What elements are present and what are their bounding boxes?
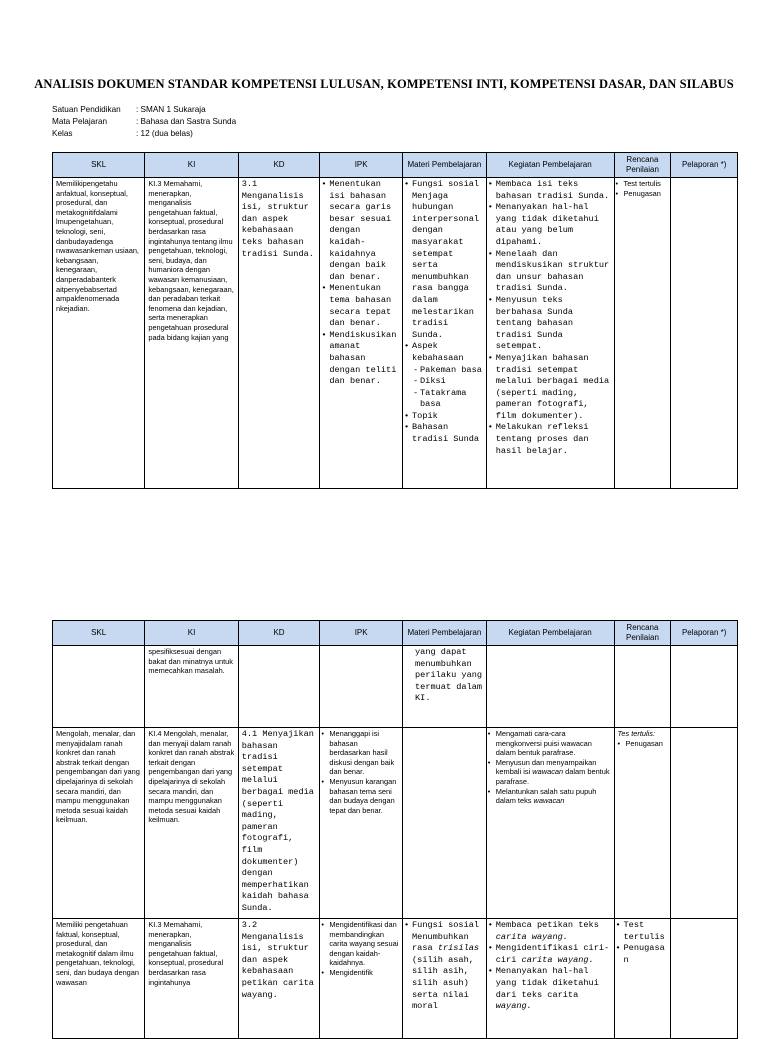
materi-item: • Topik	[412, 411, 483, 423]
cell-ipk	[320, 178, 403, 489]
ipk-item: • Menyusun karangan bahasan tema seni dan budaya dengan tepat dan benar.	[329, 777, 399, 815]
cell-skl: Memilikipengetahu anfaktual, konseptual, prosedural, dan metakognitifdalami lmupengetahuan, teknologi, seni, danbudayadenga nwawasankeman usiaan, kebangsaan, kenegaraan, danperadabanterk aitpenyebabsertad ampakfenomenada nkejadian.	[53, 178, 145, 489]
materi-item-label: Aspek kebahasaan	[412, 341, 464, 363]
header-skl: SKL	[53, 621, 145, 646]
kegiatan-item: • Menyusun teks berbahasa Sunda tentang bahasan tradisi Sunda setempat.	[496, 295, 611, 353]
cell-rencana	[614, 728, 671, 919]
cell-pelaporan	[671, 178, 738, 489]
materi-subitem: - Pakeman basa	[420, 365, 483, 377]
materi-subitem: - Tatakrama basa	[420, 388, 483, 411]
kegiatan-italic: wawacan	[533, 796, 565, 806]
analysis-table-1	[52, 152, 738, 489]
kegiatan-item	[496, 758, 611, 787]
rencana-item: • Test tertulis	[624, 179, 668, 189]
kegiatan-text: Mengidentifikasi ciri-ciri	[495, 943, 610, 965]
cell-skl: Memiliki pengetahuan faktual, konseptual, prosedural, dan metakognitif dalam ilmu pengetahuan, teknologi, seni, dan budaya dengan wawasan	[53, 919, 145, 1039]
ipk-item: • Menentukan isi bahasan secara garis besar sesuai dengan kaidah-kaidahnya dengan baik dan benar.	[329, 179, 399, 283]
info-label: Mata Pelajaran	[52, 117, 108, 126]
info-row	[52, 128, 236, 140]
cell-materi: yang dapat menumbuhkan perilaku yang termuat dalam KI.	[403, 646, 487, 728]
rencana-label: Tes tertulis:	[617, 729, 656, 738]
cell-pelaporan	[671, 728, 738, 919]
cell-ki: KI.4 Mengolah, menalar, dan menyaji dalam ranah konkret dan ranah abstrak terkait dengan pengembangan dari yang dipelajarinya di sekolah secara mandiri, dan mampu menggunakan metoda sesuai kaidah keilmuan.	[145, 728, 238, 919]
kegiatan-item	[496, 966, 611, 1012]
header-ki: KI	[145, 153, 238, 178]
rencana-item: • Test tertulis	[624, 920, 668, 943]
rencana-item: • Penugasan	[624, 943, 668, 966]
header-ipk: IPK	[320, 621, 403, 646]
kegiatan-item: • Menelaah dan mendiskusikan struktur dan unsur bahasan tradisi Sunda.	[496, 249, 611, 295]
kegiatan-item: • Melakukan refleksi tentang proses dan hasil belajar.	[496, 422, 611, 457]
kegiatan-item	[496, 787, 611, 806]
cell-rencana	[614, 178, 671, 489]
document-info	[52, 104, 236, 140]
header-materi: Materi Pembelajaran	[403, 621, 487, 646]
kegiatan-item	[496, 920, 611, 943]
cell-materi	[403, 178, 487, 489]
header-kegiatan: Kegiatan Pembelajaran	[486, 621, 614, 646]
header-kd: KD	[238, 621, 320, 646]
kegiatan-item: • Menanyakan hal-hal yang tidak diketahui atau yang belum dipahami.	[496, 202, 611, 248]
ipk-item: • Mengidentifikasi dan membandingkan carita wayang sesuai dengan kaidah-kaidahnya.	[329, 920, 399, 968]
cell-kegiatan	[486, 646, 614, 728]
materi-item: • Fungsi sosial Menjaga hubungan interpersonal dengan masyarakat setempat serta menumbuhkan rasa bangga dalam melestarikan tradisi Sunda.	[412, 179, 483, 341]
kegiatan-item: • Menyajikan bahasan tradisi setempat melalui berbagai media (seperti mading, pameran fotografi, film dokumenter).	[496, 353, 611, 423]
header-materi: Materi Pembelajaran	[403, 153, 487, 178]
kegiatan-italic: wawacan	[532, 767, 564, 777]
ipk-item: • Mengidentifik	[329, 968, 399, 978]
cell-kegiatan	[486, 919, 614, 1039]
cell-rencana	[614, 919, 671, 1039]
cell-rencana	[614, 646, 671, 728]
header-pelaporan: Pelaporan *)	[671, 621, 738, 646]
kegiatan-item: • Membaca isi teks bahasan tradisi Sunda.	[496, 179, 611, 202]
header-ki: KI	[145, 621, 238, 646]
cell-pelaporan	[671, 919, 738, 1039]
cell-kd: 4.1 Menyajikan bahasan tradisi setempat melalui berbagai media (seperti mading, pameran fotografi, film dokumenter) dengan memperhatikan kaidah bahasa Sunda.	[238, 728, 320, 919]
info-value: : SMAN 1 Sukaraja	[136, 105, 206, 114]
rencana-item: • Penugasan	[624, 189, 668, 199]
kegiatan-italic: carita wayang.	[495, 931, 568, 942]
header-pelaporan: Pelaporan *)	[671, 153, 738, 178]
cell-ki: spesifiksesuai dengan bakat dan minatnya untuk memecahkan masalah.	[145, 646, 238, 728]
analysis-table-2	[52, 620, 738, 1039]
cell-kegiatan	[486, 728, 614, 919]
cell-kegiatan	[486, 178, 614, 489]
cell-skl: Mengolah, menalar, dan menyajidalam ranah konkret dan ranah abstrak terkait dengan pengembangan dari yang dipelajarinya di sekolah secara mandiri, dan mampu menggunakan metoda sesuai kaidah keilmuan.	[53, 728, 145, 919]
cell-kd	[238, 646, 320, 728]
materi-italic: trisilas	[437, 943, 480, 954]
kegiatan-item	[496, 943, 611, 966]
materi-text: Fungsi sosial Menumbuhkan rasa	[412, 920, 480, 954]
kegiatan-item: • Mengamati cara-cara mengkonversi puisi wawacan dalam bentuk parafrase.	[496, 729, 611, 758]
header-rencana: Rencana Penilaian	[614, 621, 671, 646]
info-row	[52, 104, 236, 116]
cell-materi	[403, 919, 487, 1039]
document-title: ANALISIS DOKUMEN STANDAR KOMPETENSI LULUSAN, KOMPETENSI INTI, KOMPETENSI DASAR, DAN SILABUS	[34, 77, 734, 91]
materi-item	[412, 920, 483, 1013]
info-label: Kelas	[52, 129, 73, 138]
kegiatan-text: Melantunkan salah satu pupuh dalam teks	[495, 786, 597, 806]
info-value: : 12 (dua belas)	[136, 129, 193, 138]
header-ipk: IPK	[320, 153, 403, 178]
header-rencana: Rencana Penilaian	[614, 153, 671, 178]
info-value: : Bahasa dan Sastra Sunda	[136, 117, 237, 126]
kegiatan-text: Menanyakan hal-hal yang tidak diketahui dari teks carita	[495, 966, 599, 1000]
cell-skl	[53, 646, 145, 728]
kegiatan-italic: wayang.	[495, 1001, 532, 1012]
materi-item: • Bahasan tradisi Sunda	[412, 422, 483, 445]
header-kd: KD	[238, 153, 320, 178]
rencana-item: • Penugasan	[626, 739, 668, 749]
cell-ki: KI.3 Memahami, menerapkan, menganalisis pengetahuan faktual, konseptual, prosedural berdasarkan rasa ingintahunya	[145, 919, 238, 1039]
materi-item	[412, 341, 483, 411]
cell-pelaporan	[671, 646, 738, 728]
cell-kd: 3.2 Menganalisis isi, struktur dan aspek kebahasaan petikan carita wayang.	[238, 919, 320, 1039]
ipk-item: • Menentukan tema bahasan secara tepat dan benar.	[329, 283, 399, 329]
header-skl: SKL	[53, 153, 145, 178]
kegiatan-text: Menyusun dan menyampaikan kembali isi	[495, 757, 597, 777]
cell-ipk	[320, 728, 403, 919]
materi-subitem: - Diksi	[420, 376, 483, 388]
header-kegiatan: Kegiatan Pembelajaran	[486, 153, 614, 178]
info-row	[52, 116, 236, 128]
kegiatan-text: dalam bentuk parafrase.	[495, 767, 610, 786]
ipk-item: • Menanggapi isi bahasan berdasarkan hasil diskusi dengan baik dan benar.	[329, 729, 399, 777]
cell-ipk	[320, 646, 403, 728]
ipk-item: • Mendiskusikan amanat bahasan dengan teliti dan benar.	[329, 330, 399, 388]
cell-ki: KI.3 Memahami, menerapkan, menganalisis pengetahuan faktual, konseptual, prosedural berdasarkan rasa ingintahunya tentang ilmu pengetahuan, teknologi, seni, budaya, dan humaniora dengan wawasan kemanusiaan, kebangsaan, kenegaraan, dan peradaban terkait fenomena dan kejadian, serta menerapkan pengetahuan prosedural pada bidang kajian yang	[145, 178, 238, 489]
kegiatan-italic: carita wayang.	[521, 954, 594, 965]
kegiatan-text: Membaca petikan teks	[495, 920, 599, 930]
cell-ipk	[320, 919, 403, 1039]
materi-text: (silih asah, silih asih, silih asuh) serta nilai moral	[412, 954, 474, 1012]
info-label: Satuan Pendidikan	[52, 105, 121, 114]
cell-kd: 3.1 Menganalisis isi, struktur dan aspek kebahasaan teks bahasan tradisi Sunda.	[238, 178, 320, 489]
cell-materi	[403, 728, 487, 919]
